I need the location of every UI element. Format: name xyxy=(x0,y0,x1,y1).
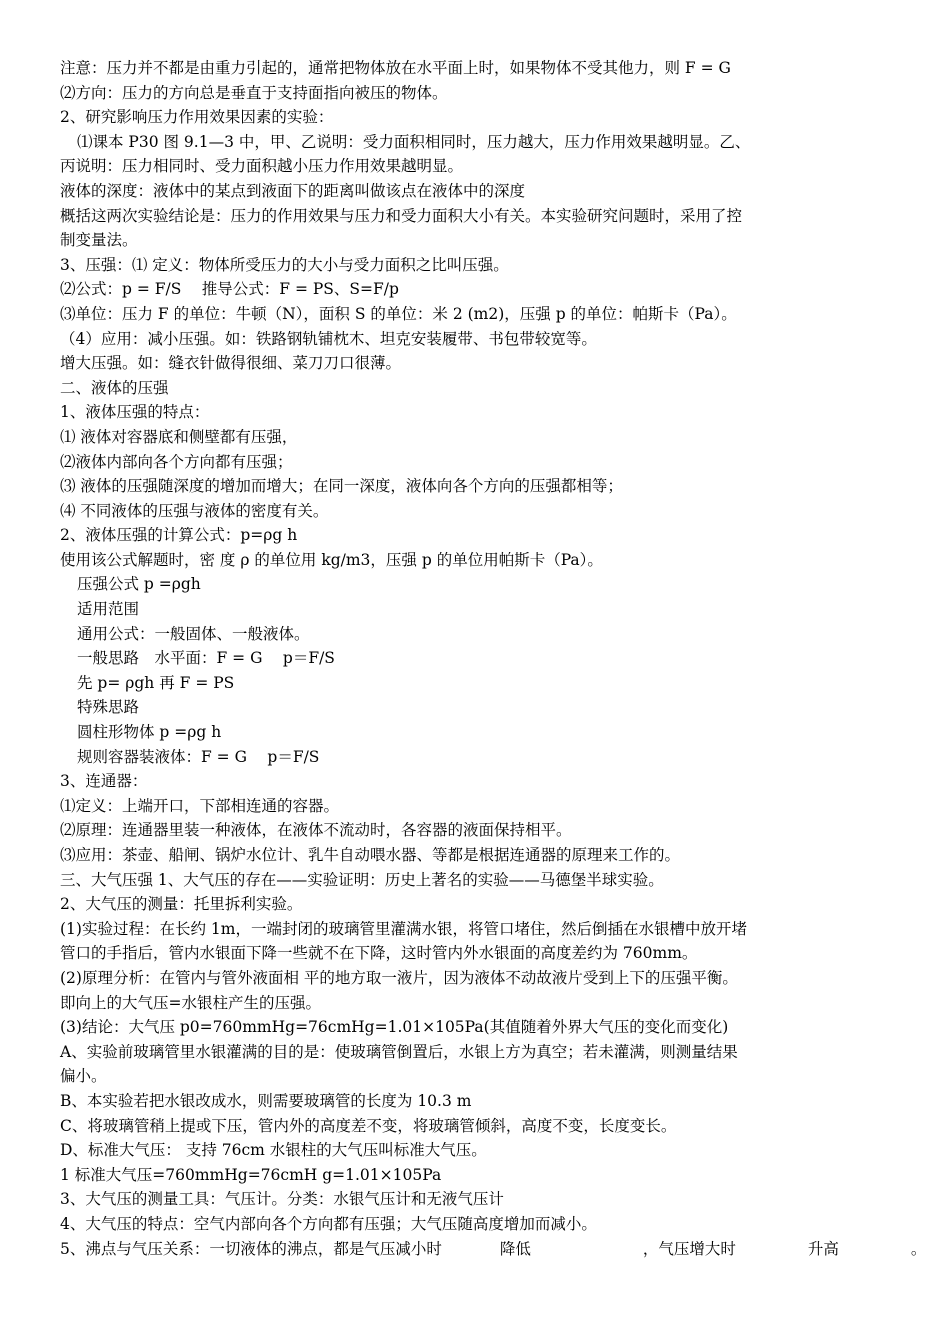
text-line: （4）应用：减小压强。如：铁路钢轨铺枕木、坦克安装履带、书包带较宽等。 xyxy=(60,329,597,348)
section-heading: 二、液体的压强 xyxy=(60,378,169,397)
text-line: 管口的手指后，管内水银面下降一些就不在下降，这时管内外水银面的高度差约为 760mm。 xyxy=(60,944,698,963)
text-line: ⑵公式：p = F/S 推导公式：F = PS、S=F/p xyxy=(60,280,399,299)
text-line: 液体的深度：液体中的某点到液面下的距离叫做该点在液体中的深度 xyxy=(60,181,526,200)
text-line: ⑶单位：压力 F 的单位：牛顿（N），面积 S 的单位：米 2 (m2)，压强 p 的单位：帕斯卡（Pa）。 xyxy=(60,304,737,323)
text-line: 压强公式 p =ρgh xyxy=(77,575,201,594)
fill-in-line xyxy=(60,1237,927,1262)
text-line: 先 p= ρgh 再 F = PS xyxy=(77,673,235,692)
text-line: 制变量法。 xyxy=(60,231,138,250)
text-line: 2、研究影响压力作用效果因素的实验： xyxy=(60,108,334,127)
text-line: 使用该公式解题时，密 度 ρ 的单位用 kg/m3，压强 p 的单位用帕斯卡（Pa）。 xyxy=(60,550,603,569)
text-line: 即向上的大气压=水银柱产生的压强。 xyxy=(60,993,321,1012)
text-line: D、标准大气压： 支持 76cm 水银柱的大气压叫标准大气压。 xyxy=(60,1141,487,1160)
text-line: 2、大气压的测量：托里拆利实验。 xyxy=(60,895,303,914)
text-line: (2)原理分析：在管内与管外液面相 平的地方取一液片，因为液体不动故液片受到上下的压强平衡。 xyxy=(60,968,738,987)
text-line: ⑵液体内部向各个方向都有压强； xyxy=(60,452,293,471)
text-line: ⑶ 液体的压强随深度的增加而增大；在同一深度，液体向各个方向的压强都相等； xyxy=(60,477,623,496)
fill-in-prompt: 5、沸点与气压关系：一切液体的沸点，都是气压减小时 xyxy=(60,1239,442,1258)
text-line: (1)实验过程：在长约 1m，一端封闭的玻璃管里灌满水银，将管口堵住，然后倒插在水银槽中放开堵 xyxy=(60,919,747,938)
text-line: 注意：压力并不都是由重力引起的，通常把物体放在水平面上时，如果物体不受其他力，则 F = G xyxy=(60,59,731,77)
text-line: 3、大气压的测量工具：气压计。分类：水银气压计和无液气压计 xyxy=(60,1190,504,1209)
fill-in-prompt-2: ，气压增大时 xyxy=(642,1239,736,1258)
text-line: 3、连通器： xyxy=(60,772,148,791)
text-line: 丙说明：压力相同时、受力面积越小压力作用效果越明显。 xyxy=(60,157,464,176)
text-line: 规则容器装液体：F = G p＝F/S xyxy=(77,747,320,766)
text-line: 1 标准大气压=760mmHg=76cmH g=1.01×105Pa xyxy=(60,1165,442,1184)
text-line: 通用公式：一般固体、一般液体。 xyxy=(77,624,310,643)
text-line: A、实验前玻璃管里水银灌满的目的是：使玻璃管倒置后，水银上方为真空；若未灌满，则测量结果 xyxy=(60,1042,738,1061)
answer-blank-2: 升高 xyxy=(807,1239,839,1258)
text-line: (3)结论：大气压 p0=760mmHg=76cmHg=1.01×105Pa(其值随着外界大气压的变化而变化) xyxy=(60,1018,729,1037)
text-line: C、将玻璃管稍上提或下压，管内外的高度差不变，将玻璃管倾斜，高度不变，长度变长。 xyxy=(60,1116,677,1135)
text-line: 4、大气压的特点：空气内部向各个方向都有压强；大气压随高度增加而减小。 xyxy=(60,1214,597,1233)
text-line: 2、液体压强的计算公式：p=ρg h xyxy=(60,526,298,545)
text-line: ⑴定义：上端开口，下部相连通的容器。 xyxy=(60,796,340,815)
text-line: ⑵方向：压力的方向总是垂直于支持面指向被压的物体。 xyxy=(60,83,448,102)
text-line: 3、压强：⑴ 定义：物体所受压力的大小与受力面积之比叫压强。 xyxy=(60,255,509,274)
text-line: 适用范围 xyxy=(77,600,140,619)
document-body xyxy=(60,56,927,1261)
text-line: 1、液体压强的特点： xyxy=(60,403,210,422)
text-line: ⑴课本 P30 图 9.1—3 中，甲、乙说明：受力面积相同时，压力越大，压力作用效果越明显。乙、 xyxy=(77,132,751,151)
text-line: ⑵原理：连通器里装一种液体，在液体不流动时，各容器的液面保持相平。 xyxy=(60,821,572,840)
text-line: ⑷ 不同液体的压强与液体的密度有关。 xyxy=(60,501,329,520)
text-line: 特殊思路 xyxy=(77,698,140,717)
text-line: 偏小。 xyxy=(60,1067,107,1086)
sentence-end: 。 xyxy=(910,1239,927,1258)
text-line: ⑴ 液体对容器底和侧壁都有压强， xyxy=(60,427,298,446)
section-heading: 三、大气压强 1、大气压的存在——实验证明：历史上著名的实验——马德堡半球实验。 xyxy=(60,870,664,889)
text-line: 一般思路 水平面：F = G p＝F/S xyxy=(77,649,335,668)
text-line: 概括这两次实验结论是：压力的作用效果与压力和受力面积大小有关。本实验研究问题时，采用了控 xyxy=(60,206,743,225)
text-line: 圆柱形物体 p =ρg h xyxy=(77,723,222,742)
text-line: 增大压强。如：缝衣针做得很细、菜刀刀口很薄。 xyxy=(60,354,402,373)
text-line: ⑶应用：茶壶、船闸、锅炉水位计、乳牛自动喂水器、等都是根据连通器的原理来工作的。 xyxy=(60,846,681,864)
answer-blank-1: 降低 xyxy=(499,1239,531,1258)
text-line: B、本实验若把水银改成水，则需要玻璃管的长度为 10.3 m xyxy=(60,1091,472,1110)
